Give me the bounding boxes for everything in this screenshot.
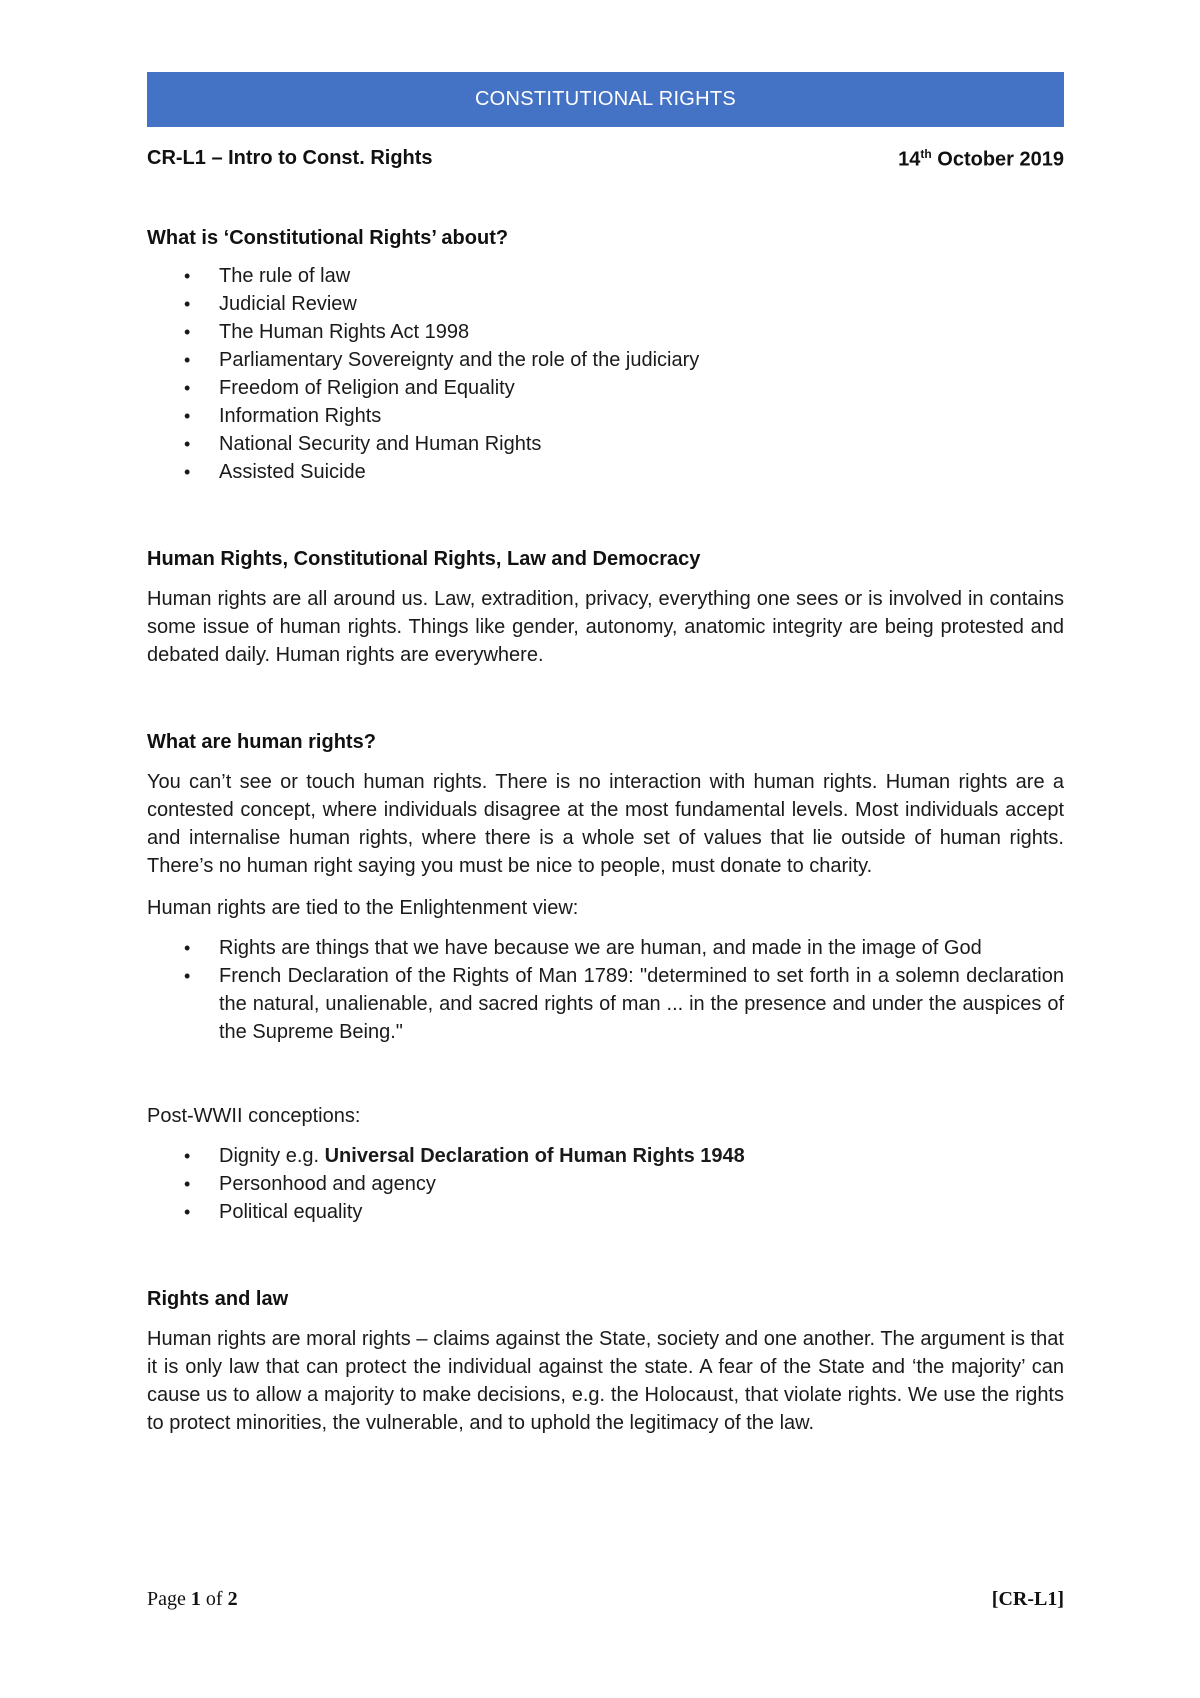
lecture-title: CR-L1 – Intro to Const. Rights <box>147 147 433 169</box>
list-item: • The rule of law <box>184 264 351 287</box>
list-item: • Personhood and agency <box>184 1172 436 1195</box>
enlightenment-list <box>147 934 1064 1046</box>
banner-title: CONSTITUTIONAL RIGHTS <box>474 88 737 110</box>
page-footer <box>147 1588 1064 1611</box>
section-heading-what-are: What are human rights? <box>147 730 376 753</box>
lecture-meta-row <box>147 147 1064 172</box>
list-item: • Rights are things that we have because we are human, and made in the image of God <box>184 936 982 959</box>
paragraph-hr-law: Human rights are all around us. Law, extradition, privacy, everything one sees or is involved in contains some issue of human rights. Things like gender, autonomy, anatomic integrity are being protested and debated daily. Human rights are everywhere. <box>147 587 1064 666</box>
section-heading-hr-law: Human Rights, Constitutional Rights, Law and Democracy <box>147 547 701 570</box>
document-page <box>147 72 1064 1437</box>
page-number: Page 1 of 2 <box>147 1588 238 1610</box>
list-item: • National Security and Human Rights <box>184 432 542 455</box>
paragraph-what-are: You can’t see or touch human rights. There is no interaction with human rights. Human rights are a contested concept, where individuals disagree at the most fundamental levels. Most individuals accept and internalise human rights, where there is a whole set of values that lie outside of human rights. There’s no human right saying you must be nice to people, must donate to charity. <box>147 770 1064 877</box>
paragraph-rights-law: Human rights are moral rights – claims against the State, society and one another. The argument is that it is only law that can protect the individual against the state. A fear of the State and ‘the majority’ can cause us to allow a majority to make decisions, e.g. the Holocaust, that violate rights. We use the rights to protect minorities, the vulnerable, and to uphold the legitimacy of the law. <box>147 1327 1064 1434</box>
list-item: • Freedom of Religion and Equality <box>184 376 515 399</box>
lecture-date: 14th October 2019 <box>898 147 1064 171</box>
about-list <box>147 262 1064 486</box>
list-item: • Dignity e.g. Universal Declaration of Human Rights 1948 <box>184 1144 745 1167</box>
list-item: • Parliamentary Sovereignty and the role of the judiciary <box>184 348 700 371</box>
post-wwii-list <box>147 1142 1064 1226</box>
list-item: • Assisted Suicide <box>184 460 366 483</box>
list-item: • Political equality <box>184 1200 363 1223</box>
list-item: • The Human Rights Act 1998 <box>184 320 470 343</box>
paragraph-post-wwii: Post-WWII conceptions: <box>147 1104 361 1127</box>
header-banner <box>147 72 1064 127</box>
section-heading-rights-law: Rights and law <box>147 1287 289 1310</box>
list-item: • French Declaration of the Rights of Man 1789: "determined to set forth in a solemn declaration the natural, unalienable, and sacred rights of man ... in the presence and under the auspices of the Supreme Being." <box>184 964 1064 1043</box>
list-item: • Judicial Review <box>184 292 357 315</box>
section-heading-about: What is ‘Constitutional Rights’ about? <box>147 226 509 249</box>
list-item: • Information Rights <box>184 404 382 427</box>
paragraph-enlightenment: Human rights are tied to the Enlightenment view: <box>147 896 579 919</box>
document-code: [CR-L1] <box>991 1588 1064 1610</box>
